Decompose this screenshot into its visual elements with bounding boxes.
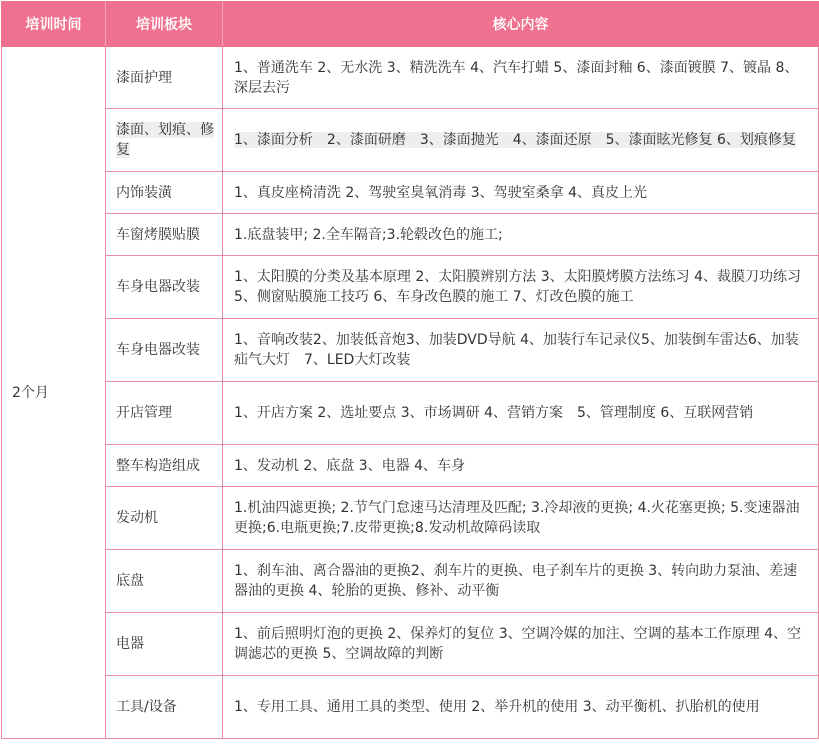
module-cell: 整车构造组成 <box>106 445 223 487</box>
module-cell: 电器 <box>106 613 223 676</box>
table-row <box>2 676 819 739</box>
table-row <box>2 214 819 256</box>
content-text: 1、漆面分析 2、漆面研磨 3、漆面抛光 4、漆面还原 5、漆面眩光修复 6、划痕修复 <box>234 132 796 148</box>
content-cell <box>223 109 819 172</box>
training-table <box>1 1 819 739</box>
content-cell: 1、普通洗车 2、无水洗 3、精洗洗车 4、汽车打蜡 5、漆面封釉 6、漆面镀膜 7、镀晶 8、深层去污 <box>223 47 819 109</box>
content-cell: 1.底盘装甲; 2.全车隔音;3.轮毂改色的施工; <box>223 214 819 256</box>
duration-cell: 2个月 <box>2 47 106 739</box>
content-cell: 1、刹车油、离合器油的更换2、刹车片的更换、电子刹车片的更换 3、转向助力泵油、差速器油的更换 4、轮胎的更换、修补、动平衡 <box>223 550 819 613</box>
module-cell: 漆面护理 <box>106 47 223 109</box>
module-cell: 车窗烤膜贴膜 <box>106 214 223 256</box>
table-header-row <box>2 2 819 47</box>
table-row <box>2 109 819 172</box>
table-row <box>2 445 819 487</box>
content-cell: 1、开店方案 2、选址要点 3、市场调研 4、营销方案 5、管理制度 6、互联网营销 <box>223 382 819 445</box>
content-cell: 1、太阳膜的分类及基本原理 2、太阳膜辨别方法 3、太阳膜烤膜方法练习 4、裁膜刀功练习 5、侧窗贴膜施工技巧 6、车身改色膜的施工 7、灯改色膜的施工 <box>223 256 819 319</box>
module-cell: 工具/设备 <box>106 676 223 739</box>
module-cell: 车身电器改装 <box>106 256 223 319</box>
module-cell: 开店管理 <box>106 382 223 445</box>
content-cell: 1.机油四滤更换; 2.节气门怠速马达清理及匹配; 3.冷却液的更换; 4.火花塞更换; 5.变速器油更换;6.电瓶更换;7.皮带更换;8.发动机故障码读取 <box>223 487 819 550</box>
content-cell: 1、发动机 2、底盘 3、电器 4、车身 <box>223 445 819 487</box>
table-row <box>2 613 819 676</box>
table-row <box>2 47 819 109</box>
table-row <box>2 550 819 613</box>
module-cell: 底盘 <box>106 550 223 613</box>
header-time: 培训时间 <box>2 2 106 47</box>
module-cell: 内饰装潢 <box>106 172 223 214</box>
table-row <box>2 487 819 550</box>
content-cell: 1、音响改装2、加装低音炮3、加装DVD导航 4、加装行车记录仪5、加装倒车雷达6、加装疝气大灯 7、LED大灯改装 <box>223 319 819 382</box>
table-row <box>2 382 819 445</box>
header-content: 核心内容 <box>223 2 819 47</box>
table-row <box>2 256 819 319</box>
content-cell: 1、真皮座椅清洗 2、驾驶室臭氧消毒 3、驾驶室桑拿 4、真皮上光 <box>223 172 819 214</box>
content-cell: 1、前后照明灯泡的更换 2、保养灯的复位 3、空调冷媒的加注、空调的基本工作原理 4、空调滤芯的更换 5、空调故障的判断 <box>223 613 819 676</box>
content-cell: 1、专用工具、通用工具的类型、使用 2、举升机的使用 3、动平衡机、扒胎机的使用 <box>223 676 819 739</box>
table-row <box>2 319 819 382</box>
module-text: 漆面、划痕、修复 <box>116 122 214 158</box>
module-cell: 发动机 <box>106 487 223 550</box>
header-module: 培训板块 <box>106 2 223 47</box>
table-row <box>2 172 819 214</box>
module-cell <box>106 109 223 172</box>
module-cell: 车身电器改装 <box>106 319 223 382</box>
